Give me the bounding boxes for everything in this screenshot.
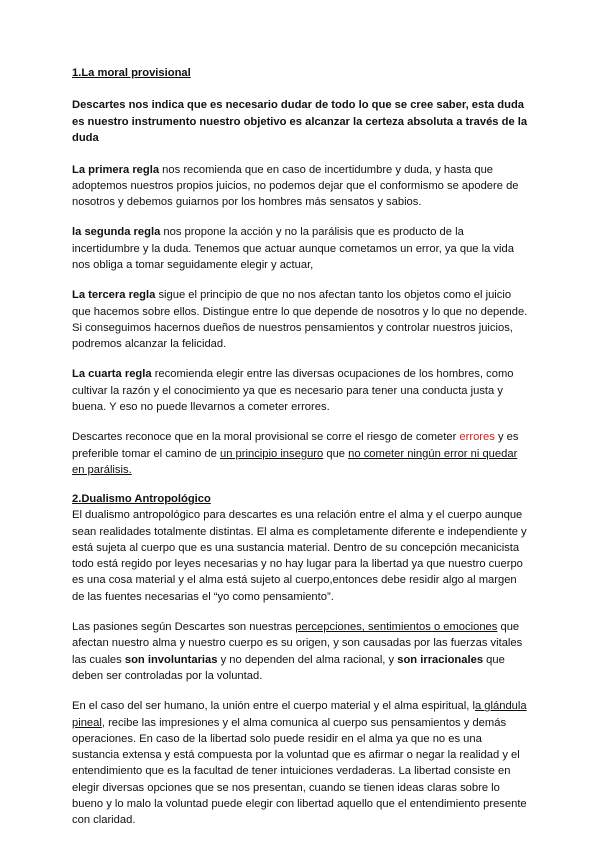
conclusion-paragraph [72, 429, 532, 478]
document-page [72, 66, 532, 843]
underlined-no-cometer: no cometer ningún error ni quedar en parálisis. [72, 447, 518, 476]
section-1-intro: Descartes nos indica que es necesario dudar de todo lo que se cree saber, esta duda es nuestro instrumento nuestro objetivo es alcanzar la certeza absoluta a través de la duda [72, 99, 528, 144]
conclusion-text-2: y es preferible tomar el camino de [72, 431, 519, 460]
errores-highlight: errores [459, 431, 495, 444]
rule-1-text: nos recomienda que en caso de incertidumbre y duda, y hasta que adoptemos nuestros propios juicios, no podemos dejar que el conformismo se apodere de nosotros y debemos guiarnos por los hombres más sensatos y sabios. [72, 163, 519, 209]
pasiones-text-d: que deben ser controladas por la voluntad. [72, 653, 505, 682]
rule-3-paragraph [72, 287, 532, 352]
rule-1-lead: La primera regla [72, 163, 160, 176]
bold-irracionales: son irracionales [397, 653, 484, 666]
rule-4-lead: La cuarta regla [72, 368, 152, 381]
underlined-glandula-pineal: a glándula pineal [72, 700, 527, 729]
pasiones-text-a: Las pasiones según Descartes son nuestras [72, 621, 296, 634]
rule-1-paragraph [72, 162, 532, 211]
rule-2-text: nos propone la acción y no la parálisis que es producto de la incertidumbre y la duda. Tenemos que actuar aunque cometamos un error, ya que la vida nos obliga a tomar seguidamente elegir y actuar, [72, 226, 514, 271]
conclusion-text-3: que [323, 447, 349, 460]
humano-text-a: En el caso del ser humano, la unión entre el cuerpo material y el alma espiritual, l [72, 700, 475, 713]
rule-3-lead: La tercera regla [72, 289, 156, 302]
underlined-principio: un principio inseguro [220, 447, 324, 460]
rule-4-text: recomienda elegir entre las diversas ocupaciones de los hombres, como cultivar la razón y el conocimiento ya que es necesario para tener una conducta justa y buena. Y eso no puede llevarnos a cometer errores. [72, 368, 514, 414]
rule-2-paragraph [72, 224, 532, 273]
pasiones-text-b: que afectan nuestro alma y nuestro cuerpo es su origen, y son causadas por las fuerzas vitales las cuales [72, 621, 523, 666]
rule-2-lead: la segunda regla [72, 226, 161, 239]
dualismo-paragraph: El dualismo antropológico para descartes es una relación entre el alma y el cuerpo aunque sean realidades totalmente distintas. El alma es completamente diferente e independiente y está sujeta al cuerpo que es una sustancia material. Dentro de su concepción mecanicista todo está regido por leyes necesarias y no hay lugar para la libertad ya que nuestro cuerpo es una cosa material y el alma está sujeto al cuerpo,entonces debe residir algo al margen de las fuentes necesarias el “yo como pensamiento”. [72, 509, 527, 603]
section-2-heading: 2.Dualismo Antropológico [72, 493, 211, 506]
humano-text-b: , recibe las impresiones y el alma comunica al cuerpo sus pensamientos y demás operaciones. En caso de la libertad solo puede residir en el alma ya que no es una sustancia extensa y está compuesta por la voluntad que es afirmar o negar la realidad y el entendimiento que es la facultad de tener intuiciones verdaderas. La libertad consiste en elegir diversas opciones que se nos presentan, cuando se tienen ideas claras sobre lo bueno y lo malo la voluntad puede elegir con libertad aquello que el entendimiento presente con claridad. [72, 716, 527, 827]
pasiones-paragraph [72, 619, 532, 684]
section-1-heading: 1.La moral provisional [72, 67, 191, 79]
rule-4-paragraph [72, 366, 532, 415]
pasiones-text-c: y no dependen del alma racional, y [217, 653, 398, 666]
rule-3-text: sigue el principio de que no nos afectan tanto los objetos como el juicio que hacemos sobre ellos. Distingue entre lo que depende de nosotros y lo que no depende. Si conseguimos hacernos dueños de nuestros pensamientos y controlar nuestros juicios, podremos alcanzar la felicidad. [72, 289, 528, 351]
ser-humano-paragraph [72, 698, 532, 828]
bold-involuntarias: son involuntarias [124, 653, 218, 666]
conclusion-text-1: Descartes reconoce que en la moral provisional se corre el riesgo de cometer [72, 431, 460, 444]
underlined-percepciones: percepciones, sentimientos o emociones [295, 621, 498, 634]
